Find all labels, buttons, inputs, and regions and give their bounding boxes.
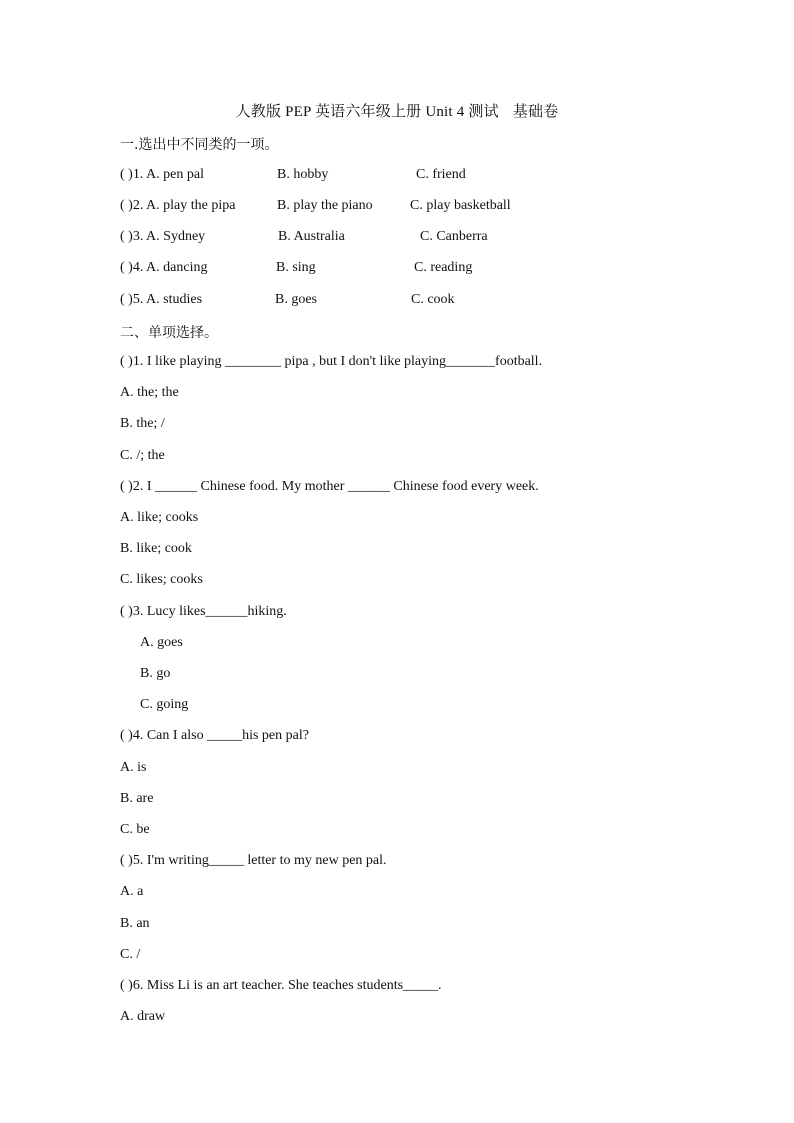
section2-heading: 二、单项选择。 — [120, 325, 218, 341]
q3-option-b: B. go — [140, 666, 171, 681]
s1-item5-a: ( )5. A. studies — [120, 292, 203, 307]
q3-option-a: A. goes — [140, 635, 183, 650]
q5-option-c: C. / — [120, 947, 141, 962]
q3-stem: ( )3. Lucy likes______hiking. — [120, 604, 287, 619]
s1-item2-c: C. play basketball — [410, 198, 511, 213]
s1-item5-b: B. goes — [275, 292, 317, 307]
q2-option-b: B. like; cook — [120, 541, 192, 556]
q4-option-b: B. are — [120, 791, 154, 806]
q4-stem: ( )4. Can I also _____his pen pal? — [120, 728, 309, 743]
s1-item3-b: B. Australia — [278, 229, 345, 244]
s1-item1-b: B. hobby — [277, 167, 329, 182]
q5-option-a: A. a — [120, 884, 144, 899]
q2-stem: ( )2. I ______ Chinese food. My mother ______ Chinese food every week. — [120, 479, 539, 494]
q1-option-b: B. the; / — [120, 416, 165, 431]
s1-item3-c: C. Canberra — [420, 229, 488, 244]
q5-option-b: B. an — [120, 916, 150, 931]
s1-item1-a: ( )1. A. pen pal — [120, 167, 204, 182]
title-main: 人教版 PEP 英语六年级上册 Unit 4 测试 — [235, 104, 499, 120]
q6-stem: ( )6. Miss Li is an art teacher. She teaches students_____. — [120, 978, 442, 993]
q3-option-c: C. going — [140, 697, 189, 712]
s1-item2-b: B. play the piano — [277, 198, 373, 213]
q1-option-c: C. /; the — [120, 448, 165, 463]
q2-option-a: A. like; cooks — [120, 510, 199, 525]
title-sub: 基础卷 — [512, 104, 559, 120]
q5-stem: ( )5. I'm writing_____ letter to my new pen pal. — [120, 853, 387, 868]
q4-option-a: A. is — [120, 760, 147, 775]
q6-option-a: A. draw — [120, 1009, 166, 1024]
s1-item4-a: ( )4. A. dancing — [120, 260, 208, 275]
q4-option-c: C. be — [120, 822, 150, 837]
s1-item4-c: C. reading — [414, 260, 473, 275]
section1-heading: 一.选出中不同类的一项。 — [120, 137, 279, 153]
q2-option-c: C. likes; cooks — [120, 572, 203, 587]
q1-stem: ( )1. I like playing ________ pipa , but I don't like playing_______football. — [120, 354, 543, 369]
s1-item3-a: ( )3. A. Sydney — [120, 229, 206, 244]
s1-item5-c: C. cook — [411, 292, 455, 307]
s1-item2-a: ( )2. A. play the pipa — [120, 198, 236, 213]
s1-item4-b: B. sing — [276, 260, 316, 275]
s1-item1-c: C. friend — [416, 167, 466, 182]
page-title — [0, 100, 794, 121]
q1-option-a: A. the; the — [120, 385, 179, 400]
